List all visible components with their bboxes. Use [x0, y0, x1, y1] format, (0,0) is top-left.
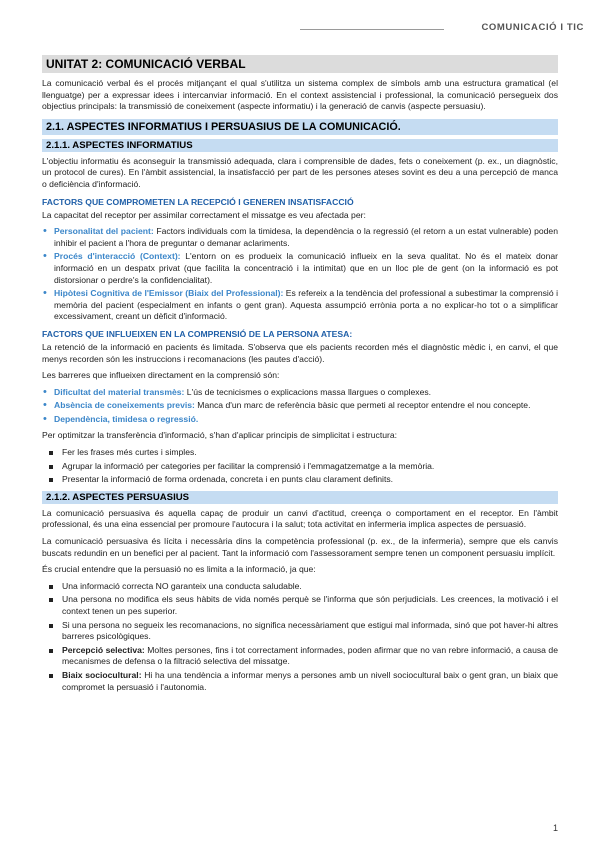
unit-title: UNITAT 2: COMUNICACIÓ VERBAL — [42, 55, 558, 73]
list-item: • Personalitat del pacient: Factors individuals com la timidesa, la dependència o la regressió (el retorn a un estat vulnerable) poden inhibir el pacient a l'hora de preguntar o demanar aclariments. — [42, 226, 558, 249]
topic-heading-recepcio: FACTORS QUE COMPROMETEN LA RECEPCIÓ I GENEREN INSATISFACCIÓ — [42, 196, 354, 207]
recepcio-intro: La capacitat del receptor per assimilar correctament el missatge es veu afectada per: — [42, 209, 366, 220]
header-title: COMUNICACIÓ I TIC — [481, 22, 584, 33]
barreres-list — [42, 387, 558, 426]
list-item: • Hipòtesi Cognitiva de l'Emissor (Biaix del Professional): Es refereix a la tendència del professional a subestimar la comprensió i memòria del pacient (especialment en infants o gent gran). Aquesta assumpció errònia porta a no explicar-ho tot o a simplificar excessivament, creant un dèficit d'informació. — [42, 288, 558, 323]
list-item: • Dependència, timidesa o regressió. — [42, 414, 558, 426]
list-item: Fer les frases més curtes i simples. — [42, 447, 558, 459]
list-item: Si una persona no segueix les recomanacions, no significa necessàriament que estigui mal informada, sinó que pot haver-hi altres barreres psicològiques. — [42, 620, 558, 643]
list-item: • Absència de coneixements previs: Manca d'un marc de referència bàsic que permeti al receptor entendre el nou concepte. — [42, 400, 558, 412]
topic-heading-comprensio: FACTORS QUE INFLUEIXEN EN LA COMPRENSIÓ DE LA PERSONA ATESA: — [42, 328, 353, 339]
informatius-paragraph: L'objectiu informatiu és aconseguir la transmissió adequada, clara i comprensible de dades, fets o coneixement (p. ex., un diagnòstic, un protocol de cures). En l'àmbit assistencial, la insatisfacció per part de les persones ateses sovint es deu a una percepció de manca o deficiència d'informació. — [42, 155, 558, 189]
list-item: Agrupar la informació per categories per facilitar la comprensió i l'emmagatzematge a la memòria. — [42, 461, 558, 473]
list-item: Percepció selectiva: Moltes persones, fins i tot correctament informades, poden afirmar que no van rebre informació, a causa de mecanismes de defensa o la filtració selectiva del missatge. — [42, 645, 558, 668]
list-item: • Dificultat del material transmès: L'ús de tecnicismes o explicacions massa llargues o complexes. — [42, 387, 558, 399]
list-item: Una persona no modifica els seus hàbits de vida només perquè se l'informa que són perjudicials. Les creences, la motivació i el context tenen un pes superior. — [42, 594, 558, 617]
list-item: Biaix sociocultural: Hi ha una tendència a informar menys a persones amb un nivell sociocultural baix o gent gran, un biaix que compromet la persuasió i l'autonomia. — [42, 670, 558, 693]
recepcio-factors-list — [42, 226, 558, 323]
persuasio-list — [42, 581, 558, 693]
header-rule — [300, 29, 444, 30]
persuasius-para-2: La comunicació persuasiva és lícita i necessària dins la competència professional (p. ex., de la infermeria), sempre que els canvis buscats redundin en un benefici per al pacient. Tant la informació com l'assessorament sempre tenen un component persuasiu implícit. — [42, 536, 558, 558]
page-number: 1 — [552, 823, 558, 833]
subsection-heading-persuasius: 2.1.2. ASPECTES PERSUASIUS — [42, 491, 558, 504]
document-body — [42, 55, 558, 698]
comprensio-para-3: Per optimitzar la transferència d'informació, s'han d'aplicar principis de simplicitat i estructura: — [42, 430, 398, 441]
comprensio-para-1: La retenció de la informació en pacients és limitada. S'observa que els pacients recorden més el diagnòstic mèdic i, en canvi, el que menys recorden són les instruccions i recomanacions (les pautes d'acció). — [42, 341, 558, 364]
persuasius-para-1: La comunicació persuasiva és aquella capaç de produir un canvi d'actitud, creença o comportament en el receptor. En l'àmbit professional, és una eina essencial per promoure l'autocura i la salut; tota activitat en infermeria implica aspectes de persuasió. — [42, 507, 558, 530]
subsection-heading-informatius: 2.1.1. ASPECTES INFORMATIUS — [42, 139, 558, 152]
persuasius-para-3: És crucial entendre que la persuasió no es limita a la informació, ja que: — [42, 564, 316, 575]
principis-list — [42, 447, 558, 486]
list-item: Presentar la informació de forma ordenada, concreta i en punts clau clarament definits. — [42, 474, 558, 486]
list-item: Una informació correcta NO garanteix una conducta saludable. — [42, 581, 558, 593]
list-item: • Procés d'interacció (Context): L'entorn on es produeix la comunicació influeix en la seva qualitat. No és el mateix donar informació en un despatx privat (que facilita la concentració i la intimitat) que en un lloc ple de gent (on la informació es pot distorsionar o perdre's la confidencialitat). — [42, 251, 558, 286]
page-header — [0, 22, 600, 36]
section-heading: 2.1. ASPECTES INFORMATIUS I PERSUASIUS DE LA COMUNICACIÓ. — [42, 119, 558, 135]
unit-intro: La comunicació verbal és el procés mitjançant el qual s'utilitza un sistema complex de símbols amb una estructura gramatical (el llenguatge) per a expressar idees i intercanviar informació. En el context assistencial i professional, la comunicació persegueix dos objectius principals: la transmissió de coneixement (aspecte informatiu) i la generació de canvis (aspecte persuasiu). — [42, 78, 558, 112]
comprensio-para-2: Les barreres que influeixen directament en la comprensió són: — [42, 370, 280, 381]
